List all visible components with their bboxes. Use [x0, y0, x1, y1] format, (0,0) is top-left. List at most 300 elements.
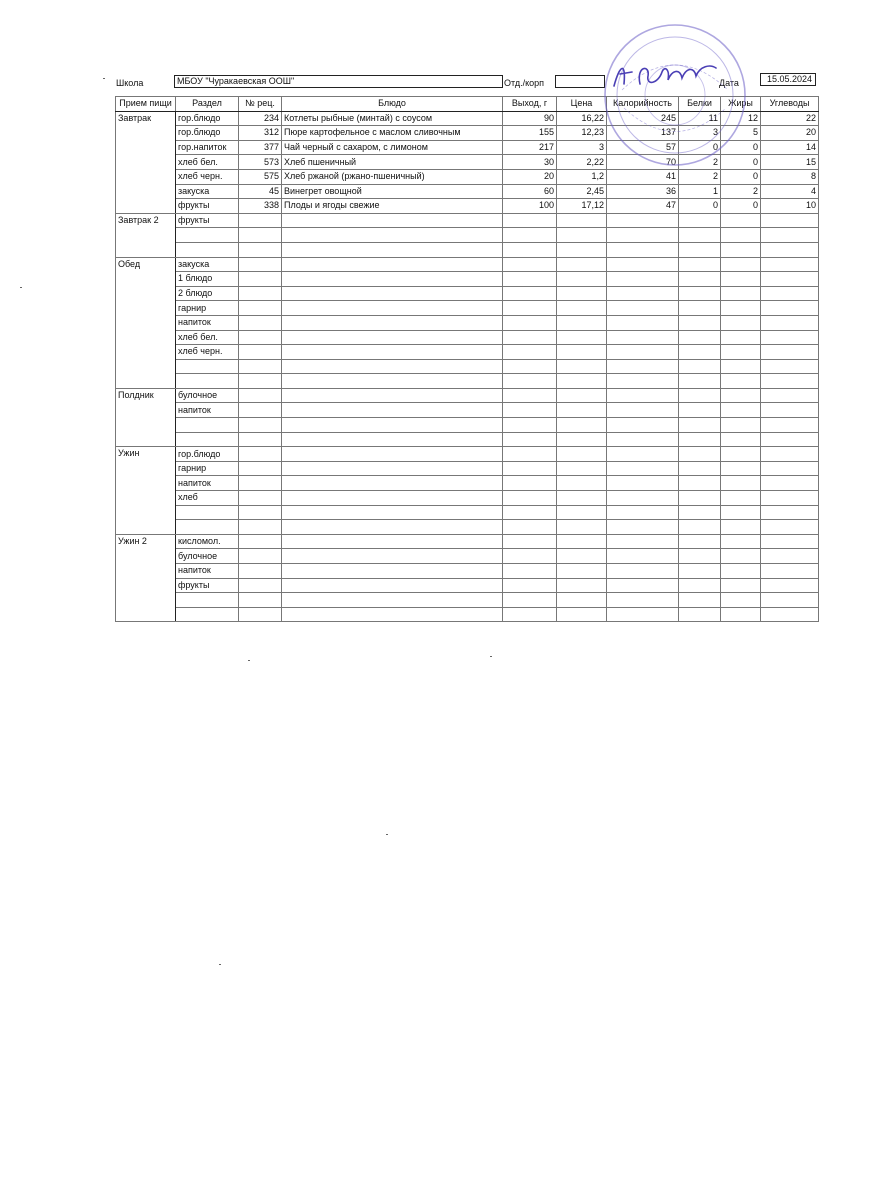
kcal-cell: 36 [607, 184, 679, 199]
recipe-cell [239, 520, 282, 535]
carbs-cell [761, 578, 819, 593]
col-carbs: Углеводы [761, 97, 819, 112]
recipe-cell: 575 [239, 169, 282, 184]
section-cell: хлеб бел. [176, 330, 239, 345]
recipe-cell: 45 [239, 184, 282, 199]
section-cell [176, 593, 239, 608]
kcal-cell [607, 593, 679, 608]
fat-cell [721, 607, 761, 622]
carbs-cell [761, 242, 819, 257]
fat-cell [721, 476, 761, 491]
kcal-cell [607, 432, 679, 447]
protein-cell [679, 432, 721, 447]
protein-cell [679, 388, 721, 403]
protein-cell [679, 607, 721, 622]
price-cell: 16,22 [557, 111, 607, 126]
weight-cell [503, 374, 557, 389]
table-row [116, 184, 819, 199]
section-cell: 1 блюдо [176, 272, 239, 287]
price-cell: 17,12 [557, 199, 607, 214]
dish-cell: Котлеты рыбные (минтай) с соусом [282, 111, 503, 126]
kcal-cell [607, 520, 679, 535]
meal-cell: Полдник [116, 388, 176, 446]
recipe-cell [239, 403, 282, 418]
weight-cell [503, 242, 557, 257]
protein-cell [679, 476, 721, 491]
recipe-cell [239, 549, 282, 564]
kcal-cell [607, 564, 679, 579]
table-row [116, 578, 819, 593]
carbs-cell [761, 505, 819, 520]
school-name-field: МБОУ "Чуракаевская ООШ" [174, 75, 503, 88]
dish-cell [282, 242, 503, 257]
fat-cell [721, 461, 761, 476]
recipe-cell: 377 [239, 140, 282, 155]
carbs-cell [761, 388, 819, 403]
price-cell [557, 403, 607, 418]
fat-cell [721, 228, 761, 243]
carbs-cell [761, 418, 819, 433]
weight-cell: 217 [503, 140, 557, 155]
kcal-cell: 47 [607, 199, 679, 214]
price-cell: 3 [557, 140, 607, 155]
section-cell: кисломол. [176, 534, 239, 549]
fat-cell [721, 345, 761, 360]
protein-cell: 11 [679, 111, 721, 126]
table-row [116, 461, 819, 476]
section-cell [176, 607, 239, 622]
recipe-cell [239, 286, 282, 301]
protein-cell [679, 286, 721, 301]
carbs-cell: 14 [761, 140, 819, 155]
section-cell [176, 374, 239, 389]
protein-cell [679, 520, 721, 535]
carbs-cell: 15 [761, 155, 819, 170]
kcal-cell [607, 578, 679, 593]
weight-cell [503, 301, 557, 316]
recipe-cell [239, 359, 282, 374]
fat-cell: 0 [721, 169, 761, 184]
dish-cell [282, 549, 503, 564]
carbs-cell: 10 [761, 199, 819, 214]
price-cell [557, 549, 607, 564]
weight-cell [503, 607, 557, 622]
fat-cell [721, 359, 761, 374]
fat-cell: 12 [721, 111, 761, 126]
price-cell [557, 388, 607, 403]
scan-speck [219, 964, 221, 965]
dish-cell [282, 534, 503, 549]
fat-cell [721, 593, 761, 608]
section-cell: 2 блюдо [176, 286, 239, 301]
kcal-cell [607, 607, 679, 622]
table-row [116, 520, 819, 535]
fat-cell: 0 [721, 199, 761, 214]
price-cell [557, 578, 607, 593]
price-cell [557, 257, 607, 272]
section-cell: хлеб черн. [176, 345, 239, 360]
price-cell [557, 359, 607, 374]
recipe-cell [239, 578, 282, 593]
fat-cell: 0 [721, 140, 761, 155]
table-row [116, 432, 819, 447]
scan-speck [490, 656, 492, 657]
recipe-cell: 234 [239, 111, 282, 126]
date-label: Дата [719, 78, 739, 88]
weight-cell [503, 564, 557, 579]
carbs-cell [761, 549, 819, 564]
dish-cell [282, 564, 503, 579]
price-cell [557, 607, 607, 622]
protein-cell [679, 505, 721, 520]
fat-cell [721, 388, 761, 403]
protein-cell [679, 272, 721, 287]
carbs-cell: 8 [761, 169, 819, 184]
section-cell: хлеб бел. [176, 155, 239, 170]
recipe-cell [239, 213, 282, 228]
section-cell: напиток [176, 564, 239, 579]
dish-cell [282, 286, 503, 301]
price-cell [557, 213, 607, 228]
table-row [116, 199, 819, 214]
school-label: Школа [116, 78, 144, 88]
section-cell [176, 228, 239, 243]
fat-cell [721, 549, 761, 564]
fat-cell [721, 534, 761, 549]
dish-cell [282, 345, 503, 360]
dish-cell [282, 257, 503, 272]
price-cell: 2,45 [557, 184, 607, 199]
price-cell [557, 534, 607, 549]
price-cell [557, 564, 607, 579]
recipe-cell [239, 593, 282, 608]
section-cell: гор.блюдо [176, 126, 239, 141]
fat-cell [721, 286, 761, 301]
protein-cell [679, 359, 721, 374]
recipe-cell: 573 [239, 155, 282, 170]
table-row [116, 403, 819, 418]
table-row [116, 505, 819, 520]
section-cell: фрукты [176, 578, 239, 593]
col-fat: Жиры [721, 97, 761, 112]
fat-cell [721, 257, 761, 272]
meal-cell: Ужин [116, 447, 176, 535]
table-row [116, 593, 819, 608]
fat-cell: 0 [721, 155, 761, 170]
section-cell: хлеб [176, 491, 239, 506]
protein-cell [679, 593, 721, 608]
table-row [116, 213, 819, 228]
carbs-cell [761, 272, 819, 287]
col-section: Раздел [176, 97, 239, 112]
carbs-cell: 22 [761, 111, 819, 126]
protein-cell [679, 315, 721, 330]
dish-cell [282, 403, 503, 418]
protein-cell [679, 345, 721, 360]
protein-cell [679, 301, 721, 316]
recipe-cell [239, 388, 282, 403]
recipe-cell [239, 228, 282, 243]
dish-cell [282, 491, 503, 506]
weight-cell: 20 [503, 169, 557, 184]
carbs-cell [761, 315, 819, 330]
table-row [116, 272, 819, 287]
protein-cell [679, 242, 721, 257]
protein-cell: 3 [679, 126, 721, 141]
section-cell: гор.блюдо [176, 447, 239, 462]
weight-cell: 30 [503, 155, 557, 170]
protein-cell [679, 228, 721, 243]
section-cell [176, 359, 239, 374]
weight-cell: 90 [503, 111, 557, 126]
carbs-cell [761, 432, 819, 447]
recipe-cell [239, 418, 282, 433]
recipe-cell: 312 [239, 126, 282, 141]
scan-speck [248, 660, 250, 661]
weight-cell [503, 418, 557, 433]
fat-cell [721, 520, 761, 535]
table-row [116, 169, 819, 184]
carbs-cell: 4 [761, 184, 819, 199]
kcal-cell [607, 491, 679, 506]
carbs-cell [761, 447, 819, 462]
recipe-cell [239, 374, 282, 389]
dish-cell [282, 388, 503, 403]
table-row [116, 447, 819, 462]
kcal-cell [607, 418, 679, 433]
carbs-cell: 20 [761, 126, 819, 141]
price-cell [557, 330, 607, 345]
table-row [116, 286, 819, 301]
fat-cell [721, 403, 761, 418]
kcal-cell [607, 388, 679, 403]
table-row [116, 345, 819, 360]
recipe-cell: 338 [239, 199, 282, 214]
col-kcal: Калорийность [607, 97, 679, 112]
col-recipe: № рец. [239, 97, 282, 112]
protein-cell: 2 [679, 169, 721, 184]
carbs-cell [761, 491, 819, 506]
carbs-cell [761, 330, 819, 345]
carbs-cell [761, 374, 819, 389]
fat-cell [721, 564, 761, 579]
weight-cell [503, 272, 557, 287]
dish-cell [282, 461, 503, 476]
meal-cell: Завтрак 2 [116, 213, 176, 257]
weight-cell [503, 549, 557, 564]
col-dish: Блюдо [282, 97, 503, 112]
weight-cell: 155 [503, 126, 557, 141]
dish-cell: Хлеб ржаной (ржано-пшеничный) [282, 169, 503, 184]
section-cell: гор.напиток [176, 140, 239, 155]
fat-cell [721, 315, 761, 330]
protein-cell [679, 461, 721, 476]
protein-cell: 2 [679, 155, 721, 170]
recipe-cell [239, 461, 282, 476]
dish-cell [282, 520, 503, 535]
table-row [116, 242, 819, 257]
kcal-cell [607, 549, 679, 564]
recipe-cell [239, 447, 282, 462]
seal-stamp [600, 20, 750, 170]
price-cell [557, 315, 607, 330]
weight-cell [503, 315, 557, 330]
weight-cell: 100 [503, 199, 557, 214]
fat-cell [721, 578, 761, 593]
menu-table [115, 96, 819, 622]
date-field: 15.05.2024 [760, 73, 816, 86]
kcal-cell: 70 [607, 155, 679, 170]
kcal-cell [607, 447, 679, 462]
weight-cell [503, 520, 557, 535]
dish-cell: Чай черный с сахаром, с лимоном [282, 140, 503, 155]
section-cell: фрукты [176, 213, 239, 228]
col-protein: Белки [679, 97, 721, 112]
dish-cell [282, 607, 503, 622]
dish-cell [282, 447, 503, 462]
price-cell [557, 301, 607, 316]
recipe-cell [239, 345, 282, 360]
weight-cell [503, 534, 557, 549]
carbs-cell [761, 301, 819, 316]
section-cell [176, 418, 239, 433]
dish-cell [282, 228, 503, 243]
table-row [116, 418, 819, 433]
dish-cell [282, 418, 503, 433]
section-cell [176, 505, 239, 520]
price-cell [557, 520, 607, 535]
kcal-cell [607, 213, 679, 228]
price-cell [557, 476, 607, 491]
recipe-cell [239, 564, 282, 579]
recipe-cell [239, 491, 282, 506]
kcal-cell [607, 257, 679, 272]
table-row [116, 607, 819, 622]
price-cell [557, 374, 607, 389]
dish-cell: Пюре картофельное с маслом сливочным [282, 126, 503, 141]
protein-cell [679, 403, 721, 418]
section-cell [176, 520, 239, 535]
col-price: Цена [557, 97, 607, 112]
section-cell: хлеб черн. [176, 169, 239, 184]
dish-cell [282, 593, 503, 608]
price-cell [557, 418, 607, 433]
table-row [116, 388, 819, 403]
kcal-cell [607, 505, 679, 520]
protein-cell [679, 418, 721, 433]
fat-cell [721, 242, 761, 257]
protein-cell: 0 [679, 140, 721, 155]
weight-cell [503, 491, 557, 506]
section-cell: закуска [176, 257, 239, 272]
meal-cell: Завтрак [116, 111, 176, 213]
dept-label: Отд./корп [504, 78, 544, 88]
scan-speck [386, 834, 388, 835]
protein-cell [679, 374, 721, 389]
dish-cell [282, 432, 503, 447]
weight-cell [503, 578, 557, 593]
price-cell [557, 286, 607, 301]
table-row [116, 257, 819, 272]
fat-cell [721, 505, 761, 520]
price-cell [557, 432, 607, 447]
section-cell: гарнир [176, 301, 239, 316]
kcal-cell [607, 534, 679, 549]
dish-cell [282, 330, 503, 345]
section-cell: закуска [176, 184, 239, 199]
price-cell [557, 345, 607, 360]
weight-cell [503, 476, 557, 491]
protein-cell [679, 330, 721, 345]
scan-speck [103, 78, 105, 79]
carbs-cell [761, 403, 819, 418]
fat-cell [721, 330, 761, 345]
fat-cell [721, 432, 761, 447]
price-cell [557, 505, 607, 520]
protein-cell [679, 534, 721, 549]
kcal-cell [607, 403, 679, 418]
protein-cell: 1 [679, 184, 721, 199]
weight-cell [503, 330, 557, 345]
kcal-cell [607, 242, 679, 257]
table-row [116, 301, 819, 316]
dept-field [555, 75, 605, 88]
kcal-cell [607, 330, 679, 345]
fat-cell [721, 374, 761, 389]
carbs-cell [761, 593, 819, 608]
dish-cell [282, 213, 503, 228]
weight-cell [503, 388, 557, 403]
kcal-cell [607, 461, 679, 476]
protein-cell [679, 257, 721, 272]
kcal-cell: 57 [607, 140, 679, 155]
section-cell: напиток [176, 403, 239, 418]
carbs-cell [761, 359, 819, 374]
scan-speck [20, 287, 22, 288]
meal-cell: Обед [116, 257, 176, 388]
fat-cell [721, 301, 761, 316]
carbs-cell [761, 461, 819, 476]
table-row [116, 491, 819, 506]
dish-cell [282, 374, 503, 389]
carbs-cell [761, 564, 819, 579]
protein-cell [679, 447, 721, 462]
price-cell [557, 272, 607, 287]
kcal-cell: 137 [607, 126, 679, 141]
recipe-cell [239, 476, 282, 491]
kcal-cell: 245 [607, 111, 679, 126]
fat-cell [721, 213, 761, 228]
dish-cell [282, 476, 503, 491]
dish-cell [282, 578, 503, 593]
table-row [116, 476, 819, 491]
col-weight: Выход, г [503, 97, 557, 112]
fat-cell: 5 [721, 126, 761, 141]
weight-cell [503, 505, 557, 520]
table-row [116, 564, 819, 579]
protein-cell [679, 213, 721, 228]
recipe-cell [239, 272, 282, 287]
protein-cell: 0 [679, 199, 721, 214]
weight-cell [503, 213, 557, 228]
carbs-cell [761, 476, 819, 491]
price-cell [557, 447, 607, 462]
table-row [116, 359, 819, 374]
signature [606, 58, 726, 94]
price-cell: 12,23 [557, 126, 607, 141]
protein-cell [679, 491, 721, 506]
dish-cell [282, 359, 503, 374]
